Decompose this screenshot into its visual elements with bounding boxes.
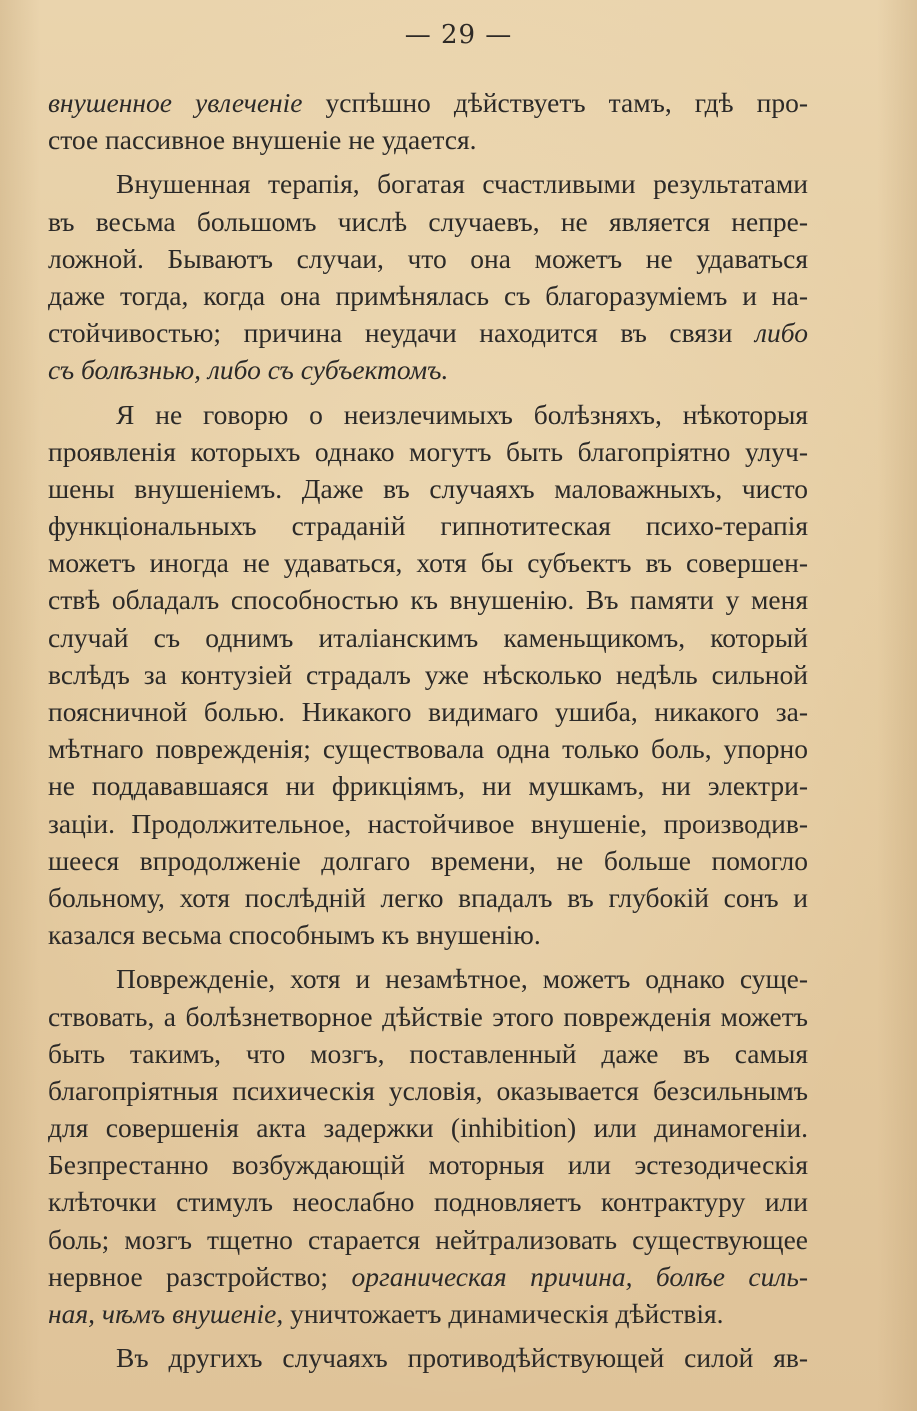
text-segment: шены внушеніемъ. Даже въ случаяхъ маловажныхъ, чисто — [48, 472, 808, 504]
text-segment: вслѣдъ за контузіей страдалъ уже нѣсколько недѣль сильной — [48, 658, 808, 690]
text-segment: Безпрестанно возбуждающій моторныя или эстезодическія — [48, 1149, 808, 1181]
text-segment: функціональныхъ страданій гипнотитеская психо-терапія — [48, 510, 808, 542]
text-segment: Въ другихъ случаяхъ противодѣйствующей силой яв- — [116, 1342, 808, 1374]
text-line — [48, 351, 808, 388]
text-line — [48, 1339, 808, 1376]
text-line — [48, 805, 808, 842]
text-segment: мѣтнаго поврежденія; существовала одна только боль, упорно — [48, 733, 808, 765]
text-segment: для совершенія акта задержки (inhibition) или динамогеніи. — [48, 1112, 808, 1144]
page-edge-shadow-right — [877, 0, 917, 1411]
text-segment: можетъ иногда не удаваться, хотя бы субъектъ въ совершен- — [48, 547, 808, 579]
text-line — [48, 1258, 808, 1295]
italic-text: либо — [755, 317, 808, 349]
text-line — [48, 619, 808, 656]
text-segment: даже тогда, когда она примѣнялась съ благоразуміемъ и на- — [48, 279, 808, 311]
text-segment: ствовать, а болѣзнетворное дѣйствіе этого поврежденія можетъ — [48, 1000, 808, 1032]
text-segment: успѣшно дѣйствуетъ тамъ, гдѣ про- — [302, 87, 808, 118]
text-segment: въ весьма большомъ числѣ случаевъ, не является непре- — [48, 205, 808, 237]
text-segment: не поддававшаяся ни фрикціямъ, ни мушкамъ, ни электри- — [48, 770, 808, 802]
text-segment: Внушенная терапія, богатая счастливыми результатами — [116, 168, 808, 200]
text-segment: заціи. Продолжительное, настойчивое внушеніе, производив- — [48, 807, 808, 839]
text-line — [48, 203, 808, 240]
text-line — [48, 1183, 808, 1220]
paragraph-gap — [48, 389, 808, 396]
text-segment: шееся впродолженіе долгаго времени, не больше помогло — [48, 844, 808, 876]
italic-text: съ болѣзнью, либо съ субъектомъ. — [48, 354, 449, 386]
text-line — [48, 121, 808, 158]
text-line — [48, 470, 808, 507]
text-segment: казался весьма способнымъ къ внушенію. — [48, 919, 541, 951]
text-segment: благопріятныя психическія условія, оказывается безсильнымъ — [48, 1074, 808, 1106]
text-line — [48, 240, 808, 277]
text-line — [48, 1109, 808, 1146]
text-line — [48, 998, 808, 1035]
text-segment: Поврежденіе, хотя и незамѣтное, можетъ однако суще- — [116, 963, 808, 995]
text-line — [48, 165, 808, 202]
text-line — [48, 693, 808, 730]
italic-text: внушенное увлеченіе — [48, 87, 303, 118]
text-line — [48, 879, 808, 916]
paragraph-gap — [48, 953, 808, 960]
paragraph-gap — [48, 158, 808, 165]
text-segment: уничтожаетъ динамическія дѣйствія. — [283, 1298, 724, 1329]
text-segment: проявленія которыхъ однако могутъ быть благопріятно улуч- — [48, 435, 808, 467]
text-line — [48, 314, 808, 351]
text-line — [48, 730, 808, 767]
text-segment: клѣточки стимулъ неослабно подновляетъ контрактуру или — [48, 1186, 808, 1218]
italic-text: ная, чѣмъ внушеніе, — [48, 1298, 284, 1329]
text-line — [48, 1221, 808, 1258]
text-segment: поясничной болью. Никакого видимаго ушиба, никакого за- — [48, 696, 808, 727]
text-line — [48, 1295, 808, 1332]
body-text — [48, 84, 808, 1376]
text-line — [48, 277, 808, 314]
italic-text: органическая причина, болѣе силь- — [351, 1260, 808, 1292]
text-line — [48, 544, 808, 581]
text-segment: случай съ однимъ италіанскимъ каменьщикомъ, который — [48, 621, 808, 653]
text-line — [48, 1072, 808, 1109]
text-segment: стое пассивное внушеніе не удается. — [48, 124, 477, 156]
text-line — [48, 960, 808, 997]
text-segment: Я не говорю о неизлечимыхъ болѣзняхъ, нѣкоторыя — [116, 398, 808, 430]
text-line — [48, 84, 808, 121]
text-segment: быть такимъ, что мозгъ, поставленный даже въ самыя — [48, 1037, 808, 1069]
text-line — [48, 507, 808, 544]
text-line — [48, 842, 808, 879]
text-line — [48, 1035, 808, 1072]
paragraph-gap — [48, 1332, 808, 1339]
text-line — [48, 1146, 808, 1183]
page-number: — 29 — — [404, 20, 513, 50]
text-line — [48, 916, 808, 953]
text-segment: ложной. Бываютъ случаи, что она можетъ не удаваться — [48, 242, 808, 274]
text-segment: больному, хотя послѣдній легко впадалъ въ глубокій сонъ и — [48, 881, 808, 913]
text-line — [48, 656, 808, 693]
text-segment: боль; мозгъ тщетно старается нейтрализовать существующее — [48, 1223, 808, 1255]
text-line — [48, 767, 808, 804]
text-line — [48, 433, 808, 470]
text-segment: нервное разстройство; — [48, 1260, 352, 1292]
text-line — [48, 581, 808, 618]
text-segment: ствѣ обладалъ способностью къ внушенію. Въ памяти у меня — [48, 584, 808, 616]
page-edge-shadow-left — [0, 0, 40, 1411]
text-segment: стойчивостью; причина неудачи находится въ связи — [48, 317, 756, 349]
text-line — [48, 396, 808, 433]
